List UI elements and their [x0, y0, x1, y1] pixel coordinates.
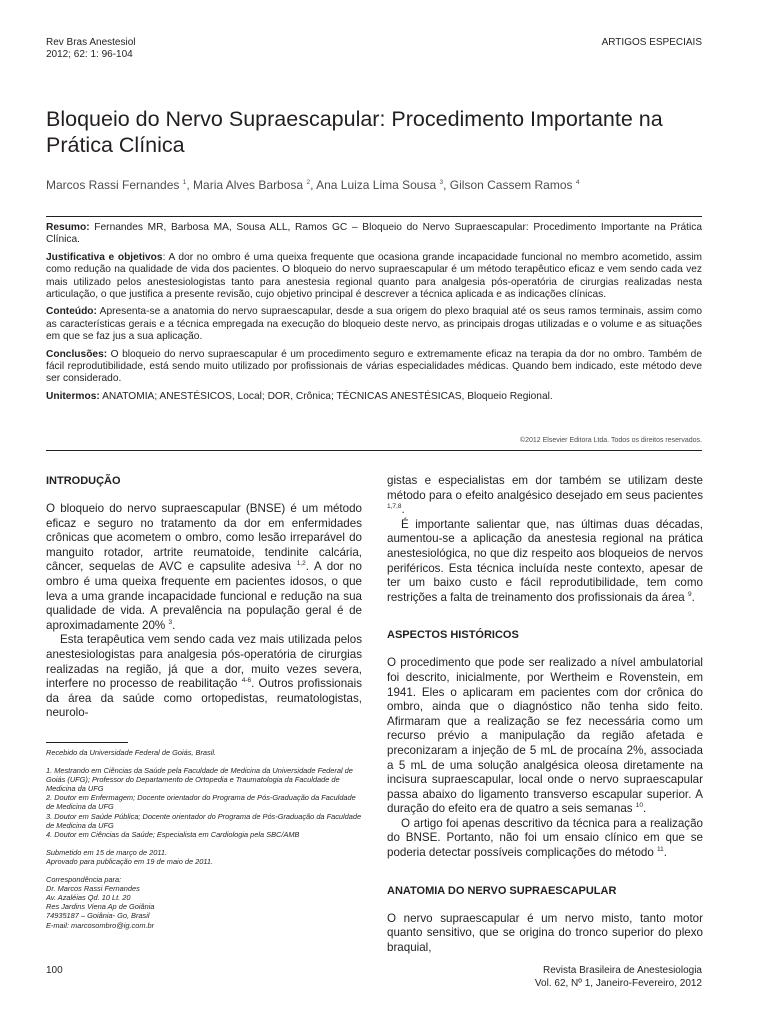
abstract-conteudo: Conteúdo: Apresenta-se a anatomia do nervo supraescapular, desde a sua origem do plexo braquial até os seus ramos terminais, assim como as características gerais e a técnica empregada na execução do bloqueio deste nervo, as principais drogas utilizadas e o volume e as situações em que se faz jus a sua aplicação. [46, 306, 702, 343]
paragraph: O procedimento que pode ser realizado a nível ambulatorial foi descrito, inicialmente, por Wertheim e Rovenstein, em 1941. Eles o aplicaram em pacientes com dor crônica do ombro, ainda que o diagnóstico não tenha sido feito. Afirmaram que a realização se fez necessária como um recurso prévio a manipulação da região afetada e preconizaram a injeção de 5 mL de procaína 2%, associada a 5 mL de uma solução analgésica oleosa diretamente na incisura supraescapular, local onde o nervo supraescapular passa abaixo do ligamento transverso escapular superior. A duração do efeito era de quatro a seis semanas $^{10}$. [387, 656, 703, 816]
section-heading: ASPECTOS HISTÓRICOS [387, 629, 519, 642]
footnote: 2. Doutor em Enfermagem; Docente orientador do Programa de Pós-Graduação da Faculdade de Medicina da UFG [46, 793, 356, 812]
abstract [46, 222, 702, 408]
abstract-resumo: Resumo: Fernandes MR, Barbosa MA, Sousa ALL, Ramos GC – Bloqueio do Nervo Supraescapular: Procedimento Importante na Prática Clínica. [46, 222, 702, 246]
page-number: 100 [46, 965, 63, 976]
paragraph: O artigo foi apenas descritivo da técnica para a realização do BNSE. Portanto, não foi um ensaio clínico em que se poderia detectar possíveis complicações do método $^{11}$. [387, 816, 703, 860]
copyright-notice: ©2012 Elsevier Editora Ltda. Todos os direitos reservados. [519, 437, 702, 444]
footnote-rule [46, 742, 128, 743]
author: Marcos Rassi Fernandes $^1$ [46, 178, 187, 192]
paragraph: Esta terapêutica vem sendo cada vez mais utilizada pelos anestesiologistas para analgesia pós-operatória de cirurgias realizadas na região, já que a dor, muito vezes severa, interfere no processo de reabilitação $^{4-6}$. Outros profissionais da área da saúde como ortopedistas, reumatologistas, neurolo- [46, 633, 362, 720]
footnote: 3. Doutor em Saúde Pública; Docente orientador do Programa de Pós-Graduação da Faculdade de Medicina da UFG [46, 811, 362, 830]
paragraph: É importante salientar que, nas últimas duas décadas, aumentou-se a aplicação da anestesia regional na prática anestesiológica, no que diz respeito aos bloqueios de nervos periféricos. Esta técnica incluída neste contexto, apesar de ter um baixo custo e fácil reprodutibilidade, tem como restrições a falta de treinamento dos profissionais da área $^9$. [387, 517, 703, 604]
correspondence-line: Res Jardins Viena Ap de Goiânia [46, 902, 155, 912]
correspondence-line: Correspondência para: [46, 875, 122, 885]
paragraph: O bloqueio do nervo supraescapular (BNSE) é um método eficaz e seguro no tratamento da dor em enfermidades crônicas que acometem o ombro, como lesão irreparável do manguito rotador, artrite reumatoide, tendinite calcária, câncer, sequelas de AVC e capsulite adesiva $^{1,2}$. A dor no ombro é uma queixa frequente em pacientes idosos, o que leva a uma grande incapacidade funcional e redução na sua qualidade de vida. A prevalência na população geral é de aproximadamente 20% $^3$. [46, 502, 362, 632]
correspondence-line: Dr. Marcos Rassi Fernandes [46, 884, 140, 894]
left-column [46, 474, 362, 721]
approved-date: Aprovado para publicação em 19 de maio de 2011. [46, 856, 214, 866]
running-header [46, 37, 136, 61]
section-heading: ANATOMIA DO NERVO SUPRAESCAPULAR [387, 884, 617, 897]
divider [46, 450, 702, 451]
abstract-justificativa: Justificativa e objetivos: A dor no ombro é uma queixa frequente que ocasiona grande incapacidade funcional no membro acometido, assim como redução na qualidade de vida dos pacientes. O bloqueio do nervo supraescapular é um método terapêutico eficaz e vem sendo cada vez mais utilizado pelos anestesiologistas tanto para anestesia regional quanto para analgesia pós-operatória de cirurgias realizadas nesta articulação, o que justifica a presente revisão, cujo objetivo principal é descrever a técnica aplicada e as indicações clínicas. [46, 251, 702, 301]
submitted-date: Submetido em 15 de março de 2011. [46, 847, 168, 857]
correspondence-line: Av. Azaléias Qd. 10 Lt. 20 [46, 893, 131, 903]
section-label: ARTIGOS ESPECIAIS [601, 37, 702, 48]
article-title: Bloqueio do Nervo Supraescapular: Procedimento Importante na Prática Clínica [46, 107, 663, 157]
received-note: Recebido da Universidade Federal de Goiás, Brasil. [46, 748, 217, 757]
footnote: 1. Mestrando em Ciências da Saúde pela Faculdade de Medicina da Universidade Federal de Goiás (UFG); Professor do Departamento de Ortopedia e Traumatologia da Faculdade de Medicina da UFG [46, 766, 353, 794]
author: Ana Luiza Lima Sousa $^3$ [316, 178, 444, 192]
author: Gilson Cassem Ramos $^4$ [449, 178, 580, 192]
citation: 2012; 62: 1: 96-104 [46, 49, 133, 60]
abstract-conclusoes: Conclusões: O bloqueio do nervo supraescapular é um procedimento seguro e extremamente eficaz na terapia da dor no ombro. Também de fácil reprodutibilidade, está sendo muito utilizado por profissionais de várias especialidades médicas. Quando bem indicado, este método deve ser considerado. [46, 348, 702, 385]
right-column [387, 474, 703, 955]
divider [46, 216, 702, 217]
footnotes [46, 748, 362, 930]
correspondence-line: 74935187 – Goiânia- Go, Brasil [46, 911, 150, 921]
author-list: Marcos Rassi Fernandes $^1$, Maria Alves Barbosa $^2$, Ana Luiza Lima Sousa $^3$, Gilson Cassem Ramos $^4$ [46, 178, 580, 192]
section-heading: INTRODUÇÃO [46, 475, 121, 487]
author: Maria Alves Barbosa $^2$ [193, 178, 311, 192]
footer-journal: Revista Brasileira de Anestesiologia [543, 965, 702, 976]
paragraph: O nervo supraescapular é um nervo misto, tanto motor quanto sensitivo, que se origina do tronco superior do plexo braquial, [387, 911, 703, 954]
abstract-unitermos: Unitermos: ANATOMIA; ANESTÉSICOS, Local; DOR, Crônica; TÉCNICAS ANESTÉSICAS, Bloqueio Regional. [46, 390, 553, 402]
paragraph: gistas e especialistas em dor também se utilizam deste método para o efeito analgésico desejado em seus pacientes $^{1,7,8}$. [387, 474, 703, 517]
footer-issue: Vol. 62, Nº 1, Janeiro-Fevereiro, 2012 [534, 978, 702, 989]
journal-name: Rev Bras Anestesiol [46, 37, 136, 48]
correspondence-email: E-mail: marcosombro@ig.com.br [46, 920, 155, 930]
footnote: 4. Doutor em Ciências da Saúde; Especialista em Cardiologia pela SBC/AMB [46, 829, 300, 839]
running-footer [535, 964, 702, 990]
